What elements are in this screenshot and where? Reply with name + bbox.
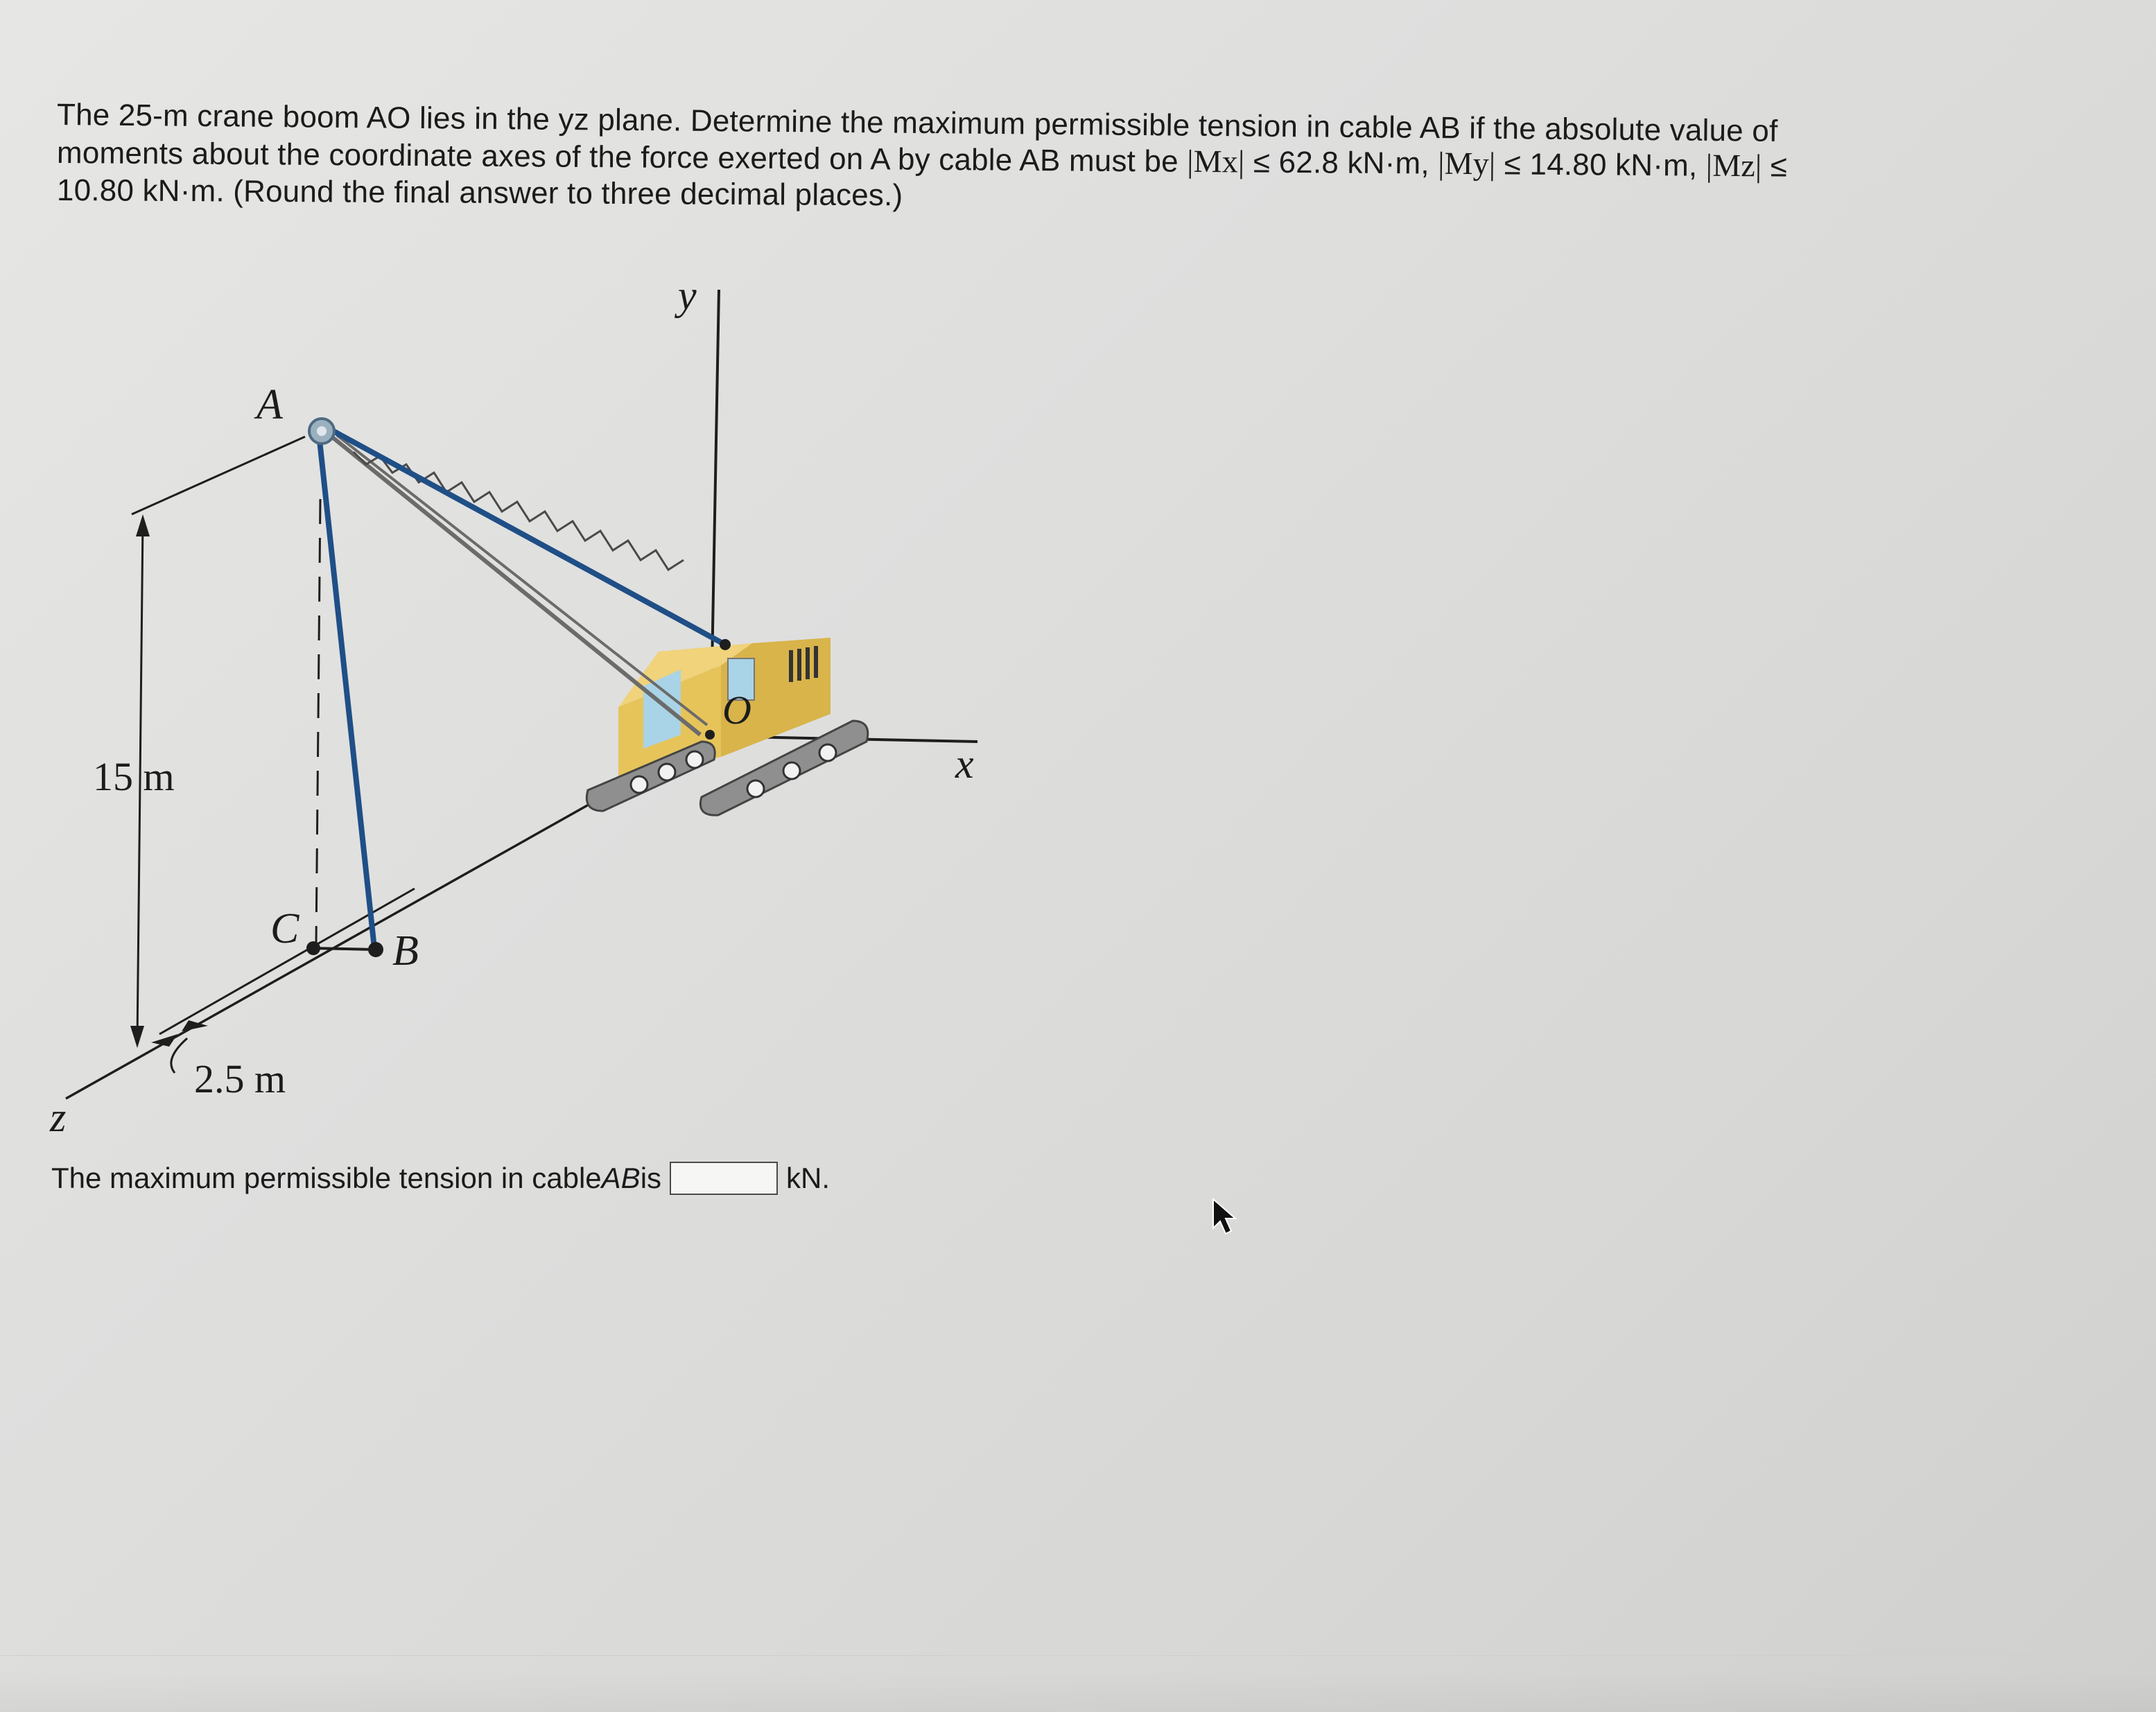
- dimension-arrow-left: [151, 1034, 177, 1047]
- point-o: [705, 730, 715, 740]
- label-c: C: [270, 905, 299, 952]
- dimension-label-15m: 15 m: [93, 754, 175, 799]
- cab-anchor-point: [720, 639, 731, 650]
- answer-prompt-prefix: The maximum permissible tension in cable: [51, 1162, 602, 1194]
- moment-y-limit: ≤ 14.80 kN·m,: [1495, 147, 1706, 183]
- dashed-vertical-a-c: [316, 499, 320, 944]
- mouse-cursor-icon: [1212, 1198, 1240, 1235]
- answer-prompt-ab: AB: [601, 1162, 641, 1194]
- label-z: z: [50, 1094, 67, 1140]
- moment-z-label: |Mz|: [1705, 147, 1762, 184]
- problem-line-3: 10.80 kN·m. (Round the final answer to three decimal places.): [56, 173, 903, 213]
- dimension-arrow-top: [136, 514, 150, 536]
- crane-figure: [0, 263, 1040, 1151]
- label-y: y: [678, 272, 697, 318]
- dimension-arrow-bottom: [130, 1026, 144, 1048]
- answer-unit: kN.: [786, 1162, 831, 1194]
- moment-z-limit: ≤: [1762, 149, 1788, 184]
- line-c-to-b: [313, 948, 376, 950]
- dimension-leader-2-5m: [171, 1038, 187, 1073]
- problem-line-1: The 25-m crane boom AO lies in the yz plane. Determine the maximum permissible tension in cable AB if the absolute value of: [56, 98, 1778, 148]
- tension-answer-input[interactable]: [670, 1162, 778, 1195]
- moment-y-label: |My|: [1437, 145, 1496, 182]
- page-divider: [0, 1655, 2156, 1656]
- crane-diagram: [0, 263, 1040, 1151]
- moment-x-label: |Mx|: [1187, 143, 1245, 180]
- moment-x-limit: ≤ 62.8 kN·m,: [1244, 145, 1438, 181]
- dimension-label-2-5m: 2.5 m: [194, 1056, 286, 1101]
- answer-prompt-suffix: is: [640, 1162, 662, 1194]
- problem-line-2-text: moments about the coordinate axes of the force exerted on A by cable AB must be: [56, 136, 1188, 179]
- bottom-shadow: [0, 1670, 2156, 1712]
- label-x: x: [955, 741, 974, 787]
- answer-row: [51, 1162, 830, 1195]
- label-b: B: [392, 927, 419, 975]
- reference-line-top: [132, 437, 305, 514]
- problem-statement: [56, 97, 1929, 213]
- point-b: [368, 942, 383, 957]
- point-c: [306, 941, 320, 955]
- cable-a-to-cab: [326, 427, 725, 645]
- label-a: A: [257, 381, 283, 428]
- cable-ab: [319, 434, 374, 948]
- label-o: O: [722, 688, 751, 733]
